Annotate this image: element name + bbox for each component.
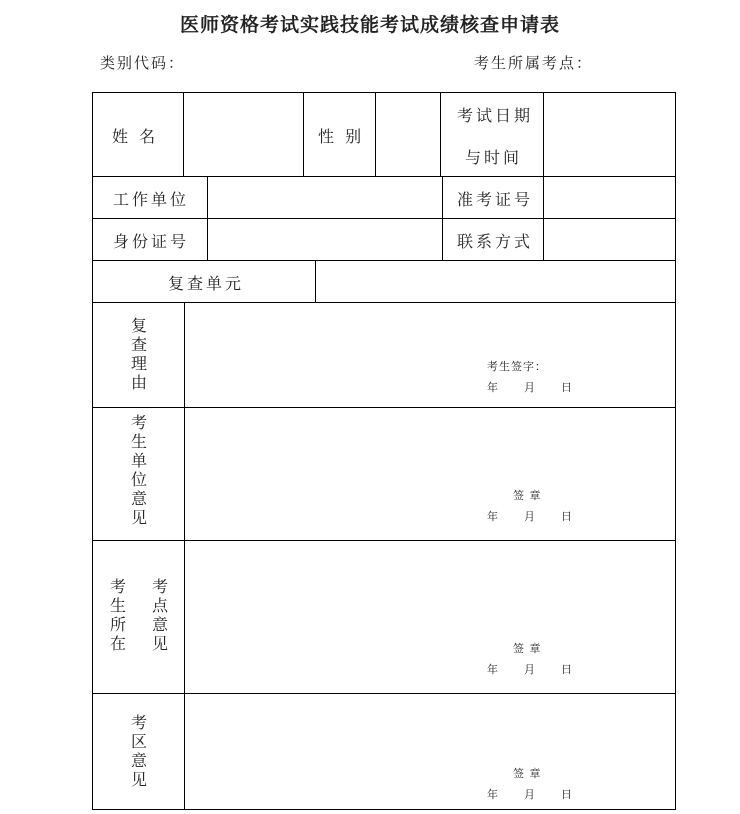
district-seal-label: 签 章 [513,767,542,780]
admission-number-field[interactable] [544,177,675,218]
name-field[interactable] [184,93,303,176]
gender-label: 性 别 [318,127,365,146]
site-opinion-field[interactable] [185,541,675,693]
site-seal-label: 签 章 [513,642,542,655]
category-code-label: 类别代码： [100,54,186,72]
unit-seal-label: 签 章 [513,489,542,502]
unit-opinion-field[interactable] [185,408,675,540]
district-opinion-date: 年 月 日 [487,788,572,801]
site-opinion-date: 年 月 日 [487,663,572,676]
contact-label: 联系方式 [457,232,534,251]
id-number-field[interactable] [208,219,442,260]
reason-date: 年 月 日 [487,381,572,394]
exam-date-label-line1: 考试日期 [457,106,534,125]
unit-opinion-label: 考生单位意见 [130,413,147,527]
unit-opinion-date: 年 月 日 [487,510,572,523]
id-number-label: 身份证号 [113,232,190,251]
work-unit-label: 工作单位 [113,190,190,209]
district-opinion-label: 考区意见 [130,713,147,789]
site-opinion-label-col2: 考点意见 [151,577,168,653]
exam-date-label-line2: 与时间 [465,148,523,167]
work-unit-field[interactable] [208,177,442,218]
review-unit-field[interactable] [316,261,675,302]
district-opinion-field[interactable] [185,694,675,809]
gender-field[interactable] [376,93,440,176]
exam-site-label: 考生所属考点： [474,54,594,72]
review-reason-label: 复查理由 [130,316,147,392]
exam-date-field[interactable] [544,93,675,176]
review-unit-label: 复查单元 [168,274,245,293]
admission-number-label: 准考证号 [457,190,534,209]
review-reason-field[interactable] [185,303,675,407]
site-opinion-label-col1: 考生所在 [109,577,126,653]
form-title: 医师资格考试实践技能考试成绩核查申请表 [179,14,560,36]
candidate-signature-label: 考生签字： [487,360,547,373]
name-label: 姓 名 [112,127,159,146]
contact-field[interactable] [544,219,675,260]
